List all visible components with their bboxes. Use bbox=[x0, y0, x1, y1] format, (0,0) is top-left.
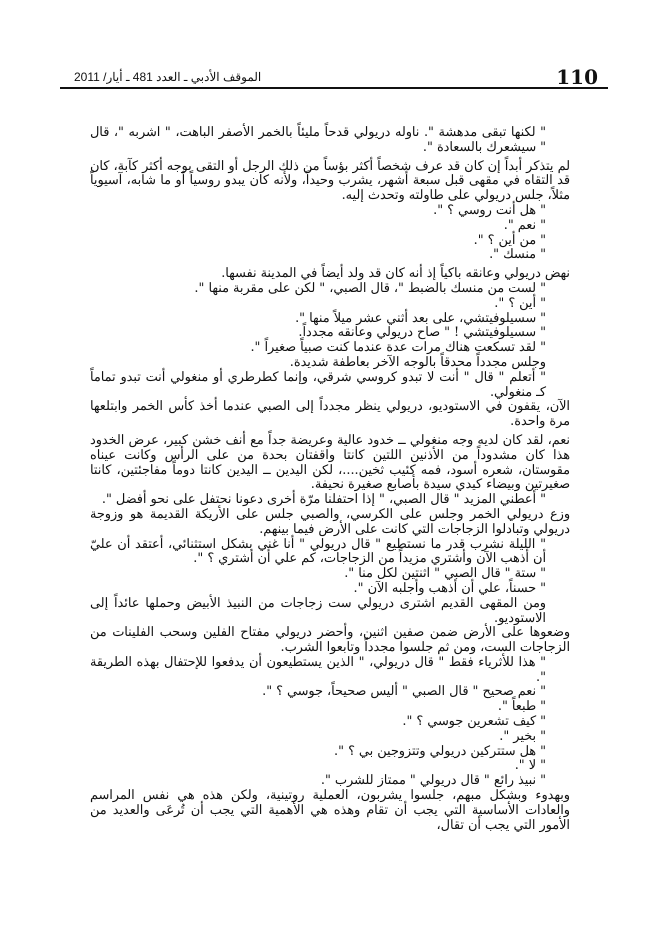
dialogue-line: " نعم ". bbox=[503, 217, 546, 233]
dialogue-line: " نعم صحيح " قال الصبي " أليس صحيحاً، جوسي ؟ ". bbox=[262, 684, 546, 700]
dialogue-line: " هل أنت روسي ؟ ". bbox=[433, 202, 546, 218]
dialogue-line: " كيف تشعرين جوسي ؟ ". bbox=[402, 714, 546, 730]
dialogue-line: " حسناً، علي أن أذهب وأجلبه الآن ". bbox=[353, 580, 546, 596]
paragraph: وجلس مجدداً محدقاً بالوجه الآخر بعاطفة شديدة. bbox=[289, 354, 546, 370]
dialogue-line: " سسيلوفيتشي، على بعد أثني عشر ميلاً منها ". bbox=[295, 310, 546, 326]
paragraph: وزع دريولي الخمر وجلس على الكرسي، والصبي جلس على الأريكة القديمة هو وزوجة دريولي وتبادلوا الزجاجات التي كانت على الأرض فيما بينهم. bbox=[90, 506, 570, 537]
dialogue-line: " هذا للأثرياء فقط " قال دريولي، " الذين يستطيعون أن يدفعوا للإحتفال بهذه الطريقة ". bbox=[90, 654, 546, 685]
dialogue-line: " طبعاً ". bbox=[497, 699, 546, 715]
dialogue-line: " أين ؟ ". bbox=[494, 295, 546, 311]
paragraph: وضعوها على الأرض ضمن صفين اثنين، وأحضر دريولي مفتاح الفلين وسحب الفلينات من الزجاجات الست، ومن ثم جلسوا مجدداً وتابعوا الشرب. bbox=[90, 625, 571, 656]
dialogue-line: " لقد تسكعت هناك مرات عدة عندما كنت صبياً صغيراً ". bbox=[250, 340, 546, 356]
dialogue-line: " سسيلوفيتشي ! " صاح دريولي وعانقه مجدداً. bbox=[298, 325, 546, 341]
paragraph: نعم، لقد كان لديه وجه منغولي ــ خدود عالية وعريضة جداً مع أنف خشن كبير، عرض الخدود هذا كان مشدوداً من الأذنين اللتين كانتا واقفتان بحدة من على الرأس وكانت عيناه مقوستان، شعره أسود، فمه كئيب ثخين....، لكن اليدين ــ اليدين كانتا دوماً مفاجئتين، كانتا صغيرتين وبيضاء كيدي سيدة بأصابع صغيرة نحيفة. bbox=[90, 432, 570, 493]
dialogue-line: " منسك ". bbox=[489, 247, 546, 263]
paragraph: نهض دريولي وعانقه باكياً إذ أنه كان قد ولد أيضاً في المدينة نفسها. bbox=[221, 266, 570, 282]
header-rule bbox=[60, 87, 608, 89]
article-body bbox=[90, 126, 570, 833]
paragraph: الآن، يقفون في الاستوديو، دريولي ينظر مجدداً إلى الصبي عندما أخذ كأس الخمر وابتلعها مرة واحدة. bbox=[90, 399, 570, 430]
page-header bbox=[60, 60, 608, 88]
paragraph: وبهدوء وبشكل مبهم، جلسوا يشربون، العملية روتينية، ولكن هذه هي نفس المراسم والعادات الأساسية التي يجب أن تقام وهذه هي الأهمية التي يجب أن تُرعَى والعديد من الأمور التي يجب أن تقال، bbox=[90, 788, 570, 833]
paragraph: " لكنها تبقى مدهشة ". ناوله دريولي قدحاً مليئاً بالخمر الأصفر الباهت، " اشربه "، قال " سيشعرك بالسعادة ". bbox=[90, 125, 546, 155]
dialogue-line: " من أين ؟ ". bbox=[473, 232, 546, 248]
paragraph: لم يتذكر أبداً إن كان قد عرف شخصاً أكثر بؤساً من ذلك الرجل أو التقى بوجه أكثر كآبة، كان قد التقاه في مقهى قبل سبعة أشهر، يشرب وحيداً، ولأنه كان يبدو روسياً أو ما شابه، آسيوياً مثلاً، جلس دريولي على طاولته وتحدث إليه. bbox=[90, 158, 570, 204]
dialogue-line: " هل ستتركين دريولي وتتزوجين بي ؟ ". bbox=[334, 743, 546, 759]
page-number: 110 bbox=[556, 65, 598, 89]
dialogue-line: " الليلة نشرب قدر ما نستطيع " قال دريولي " أنا غني بشكل استثنائي، أعتقد أن عليّ أن أذهب الآن وأشتري مزيداً من الزجاجات، كم علي أن أشتري ؟ ". bbox=[90, 536, 546, 567]
dialogue-line: " أتعلم " قال " أنت لا تبدو كروسي شرقي، وإنما كطرطري أو منغولي أنت تبدو تماماً كـ منغولي. bbox=[90, 369, 546, 400]
dialogue-line: " ستة " قال الصبي " اثنتين لكل منا ". bbox=[344, 566, 546, 582]
dialogue-line: " لا ". bbox=[514, 758, 546, 774]
dialogue-line: " بخير ". bbox=[499, 728, 546, 744]
running-title: الموقف الأدبي ـ العدد 481 ـ أيار/ 2011 bbox=[74, 70, 262, 84]
dialogue-line: " أعطني المزيد " قال الصبي، " إذا احتفلنا مرّة أخرى دعونا نحتفل على نحو أفضل ". bbox=[101, 492, 546, 508]
paragraph: ومن المقهى القديم اشترى دريولي ست زجاجات من النبيذ الأبيض وحملها عائداً إلى الاستوديو. bbox=[90, 595, 546, 626]
dialogue-line: " لست من منسك بالضبط "، قال الصبي، " لكن على مقربة منها ". bbox=[194, 280, 546, 296]
dialogue-line: " نبيذ رائع " قال دريولي " ممتاز للشرب ". bbox=[320, 773, 546, 789]
